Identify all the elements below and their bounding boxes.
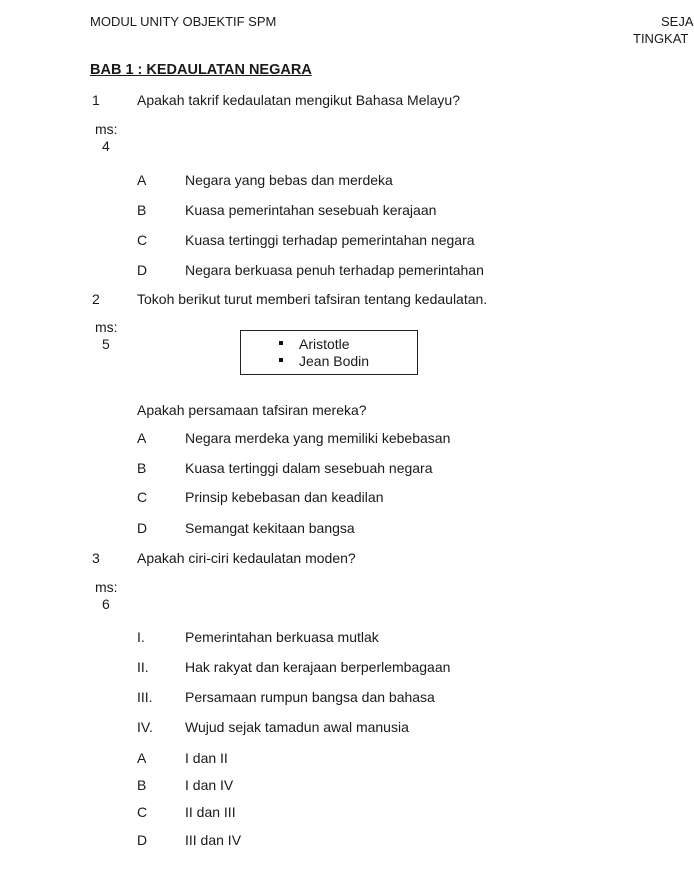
statement-text: Wujud sejak tamadun awal manusia xyxy=(185,719,409,735)
option-text: II dan III xyxy=(185,804,236,820)
figure-item: Aristotle xyxy=(299,336,350,352)
statement-numeral: II. xyxy=(137,659,149,675)
question-number: 3 xyxy=(92,550,100,566)
ms-page: 4 xyxy=(102,138,110,154)
ms-label: ms: xyxy=(95,121,118,137)
option-letter: A xyxy=(137,430,147,446)
question-text: Apakah ciri-ciri kedaulatan moden? xyxy=(137,550,356,566)
option-text: I dan IV xyxy=(185,777,234,793)
option-letter: B xyxy=(137,777,147,793)
question-number: 1 xyxy=(92,92,100,108)
option-letter: D xyxy=(137,832,148,848)
bullet-icon xyxy=(279,341,283,345)
option-text: Prinsip kebebasan dan keadilan xyxy=(185,489,384,505)
option-text: Negara merdeka yang memiliki kebebasan xyxy=(185,430,451,446)
ms-page: 5 xyxy=(102,336,110,352)
statement-text: Pemerintahan berkuasa mutlak xyxy=(185,629,379,645)
option-letter: D xyxy=(137,262,148,278)
option-text: Kuasa pemerintahan sesebuah kerajaan xyxy=(185,202,437,218)
header-left: MODUL UNITY OBJEKTIF SPM xyxy=(90,14,277,29)
option-letter: B xyxy=(137,460,147,476)
option-text: III dan IV xyxy=(185,832,242,848)
option-text: Negara yang bebas dan merdeka xyxy=(185,172,393,188)
option-text: Semangat kekitaan bangsa xyxy=(185,520,355,536)
ms-page: 6 xyxy=(102,596,110,612)
question-number: 2 xyxy=(92,291,100,307)
statement-numeral: IV. xyxy=(137,719,153,735)
ms-label: ms: xyxy=(95,319,118,335)
option-text: Negara berkuasa penuh terhadap pemerintahan xyxy=(185,262,484,278)
option-letter: C xyxy=(137,489,148,505)
option-letter: A xyxy=(137,172,147,188)
statement-text: Persamaan rumpun bangsa dan bahasa xyxy=(185,689,435,705)
option-letter: C xyxy=(137,804,148,820)
statement-numeral: III. xyxy=(137,689,153,705)
option-letter: B xyxy=(137,202,147,218)
option-letter: A xyxy=(137,750,147,766)
header-right-line2: TINGKAT xyxy=(633,31,689,46)
statement-text: Hak rakyat dan kerajaan berperlembagaan xyxy=(185,659,451,675)
option-text: I dan II xyxy=(185,750,228,766)
header-right-line1: SEJA xyxy=(661,14,694,29)
option-text: Kuasa tertinggi terhadap pemerintahan negara xyxy=(185,232,475,248)
option-text: Kuasa tertinggi dalam sesebuah negara xyxy=(185,460,433,476)
sub-question: Apakah persamaan tafsiran mereka? xyxy=(137,402,367,418)
figure-item: Jean Bodin xyxy=(299,353,370,369)
option-letter: D xyxy=(137,520,148,536)
question-text: Apakah takrif kedaulatan mengikut Bahasa Melayu? xyxy=(137,92,460,108)
bullet-icon xyxy=(279,358,283,362)
ms-label: ms: xyxy=(95,579,118,595)
statement-numeral: I. xyxy=(137,629,145,645)
chapter-title: BAB 1 : KEDAULATAN NEGARA xyxy=(90,62,312,78)
option-letter: C xyxy=(137,232,148,248)
question-text: Tokoh berikut turut memberi tafsiran tentang kedaulatan. xyxy=(137,291,488,307)
